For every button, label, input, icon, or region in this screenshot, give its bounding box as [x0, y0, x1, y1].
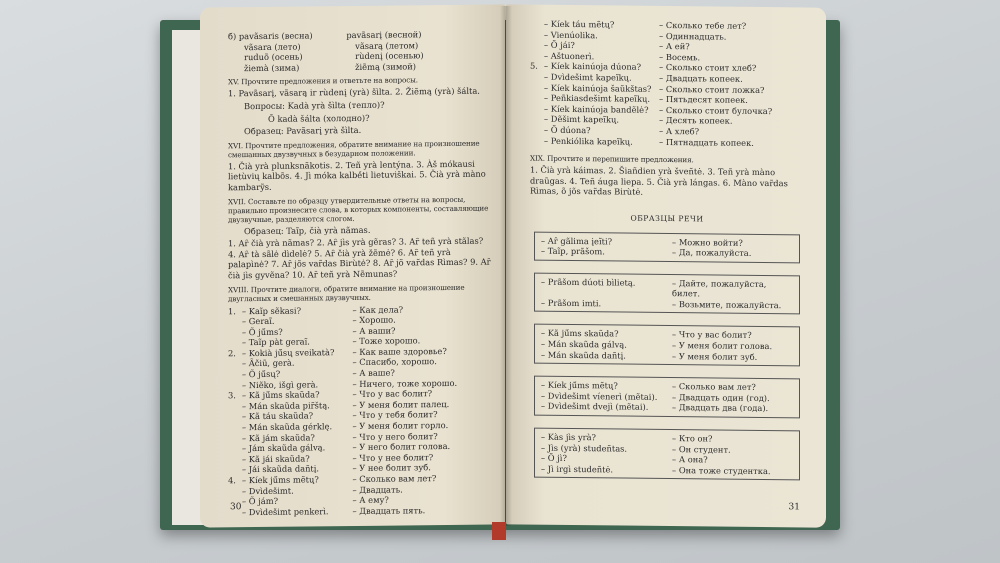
dialogue-line: – Penkiólika kapeĩkų. – Пятнадцать копеек.	[544, 135, 754, 148]
seasons-row: žiemà (зима) žiẽmą (зимой)	[244, 61, 417, 73]
dialogue-line: – Kíek táu mẽtų? – Сколько тебе лет?	[544, 18, 747, 31]
speech-sample-line: – Taĩp, prãšom. – Да, пожалуйста.	[541, 245, 752, 258]
speech-sample-line: – Prãšom dúoti bìlietą. – Дайте, пожалуйста, билет.	[541, 276, 767, 299]
seasons-row: vãsara (лето) vãsarą (летом)	[244, 39, 419, 52]
dialogue-line: – Kã táu skaũda? – Что у тебя болит?	[242, 409, 438, 422]
seasons-row: ruduõ (осень) rùdenį (осенью)	[244, 50, 424, 63]
dialogue-line: – Aštuonerì. – Восемь.	[544, 50, 701, 63]
speech-samples-title: ОБРАЗЦЫ РЕЧИ	[630, 213, 704, 224]
dialogue-line: – Mán skaũda pir̃štą. – У меня болит палец.	[242, 398, 450, 412]
dialogue-line: – Niẽko, išgì gerà. – Ничего, тоже хорошо.	[242, 377, 458, 390]
dialogue-line: – Õ jái? – А ей?	[544, 39, 690, 52]
dialogue-line: – Geraĩ. – Хорошо.	[242, 314, 396, 327]
dialogue-line: 2. – Kokià jū́sų sveikatà? – Как ваше здоровье?	[228, 345, 447, 359]
speech-sample-line: – Mán skaũda gálvą. – У меня болит голова.	[541, 338, 773, 352]
exercise-15-sample: Образец: Pavãsarį yrà šìlta.	[244, 125, 362, 137]
exercise-15-text: 1. Pavãsarį, vãsarą ir rùdenį (yrà) šìlta. 2. Žiẽmą (yrà) šálta.	[228, 86, 480, 99]
dialogue-line: – Dẽšimt kapeĩkų. – Десять копеек.	[544, 114, 733, 127]
speech-sample-line: – Aȓ gãlima įeĩti? – Можно войти?	[541, 235, 743, 248]
exercise-17-sample: Образец: Taĩp, čià yrà nãmas.	[244, 224, 371, 236]
dialogue-line: – Dvìdešimt. – Двадцать.	[242, 484, 403, 496]
speech-sample-box	[534, 324, 800, 367]
exercise-16-text: 1. Čià yrà plunksnãkotis. 2. Teñ yrà lentýna. 3. Àš mókausi lietùvių kalbõs. 4. Jì móka kalbė́ti lietuviškai. 5. Čià yrà màno kambarỹs.	[228, 158, 486, 193]
speech-sample-line: – Kã jū́ms skaũda? – Что у вас болит?	[541, 328, 752, 341]
right-page	[506, 4, 826, 527]
exercise-18-heading: XVIII. Прочтите диалоги, обратите внимание на произношение двугласных и смешанных двузвучных.	[228, 282, 465, 303]
speech-sample-box	[534, 231, 800, 263]
dialogue-line: – Vienúolika. – Одиннадцать.	[544, 29, 727, 42]
exercise-19-heading: XIX. Прочтите и перепишите предложения.	[530, 153, 694, 165]
speech-sample-line: – Prãšom imti. – Возьмите, пожалуйста.	[541, 297, 782, 311]
exercise-15-question: Вопросы: Kadà yrà šìlta (тепло)?	[244, 99, 385, 112]
dialogue-line: – Kã jám skaũda? – Что у него болит?	[242, 430, 438, 443]
dialogue-line: – Taĩp pàt geraĩ. – Тоже хорошо.	[242, 335, 421, 348]
dialogue-line: 5. – Kíek kainúoja dúona? – Сколько стоит хлеб?	[530, 60, 757, 74]
speech-sample-line: – Jì irgì studeñtė. – Она тоже студентка.	[541, 463, 771, 476]
speech-sample-line: – Kàs jìs yrà? – Кто он?	[541, 431, 713, 444]
speech-sample-box	[534, 376, 800, 419]
exercise-19-text: 1. Čià yrà káimas. 2. Šiañdien yrà šveñtė. 3. Teñ yrà màno draũgas. 4. Teñ áuga liepa. 5. Čià yrà lángas. 6. Màno var̃das Rìmas, õ jõs var̃das Birùtė.	[530, 164, 788, 198]
speech-sample-line: – Dvìdešimt dvejì (mẽtai). – Двадцать два (года).	[541, 401, 769, 414]
dialogue-line: – Õ jám? – А ему?	[242, 494, 389, 507]
speech-sample-box	[534, 272, 800, 315]
seasons-list	[228, 29, 491, 74]
dialogue-line: – Õ dúona? – А хлеб?	[544, 124, 700, 137]
dialogue-line: 3. – Kã jū́ms skaũda? – Что у вас болит?	[228, 388, 433, 401]
speech-sample-line: – Kíek jū́ms mẽtų? – Сколько вам лет?	[541, 379, 756, 393]
dialogue-line: 1. – Kaĩp sẽkasi? – Как дела?	[228, 303, 404, 316]
exercise-15-heading: XV. Прочтите предложения и ответьте на вопросы.	[228, 75, 418, 87]
speech-sample-line: – Mán skaũda dañtį. – У меня болит зуб.	[541, 349, 758, 362]
seasons-row: б) pavãsaris (весна) pavãsarį (весной)	[228, 29, 422, 42]
dialogue-list-continued	[530, 19, 804, 149]
exercise-17-heading: XVII. Составьте по образцу утвердительные ответы на вопросы, правильно произнесите слова, в которых компоненты, составляющие двузвучные, разделяются слогом.	[228, 194, 489, 224]
dialogue-line: – Kíek kainúoja šaũkštas? – Сколько стоит ложка?	[544, 82, 765, 95]
dialogue-line: – Jái skaũda dañtį. – У нее болит зуб.	[242, 462, 431, 475]
dialogue-line: – Dvìdešimt penkerì. – Двадцать пять.	[242, 505, 426, 517]
speech-sample-line: – Õ jì? – А она?	[541, 452, 708, 465]
left-page	[200, 4, 505, 527]
dialogue-line: – Peñkiasdešimt kapeĩkų. – Пятьдесят копеек.	[544, 92, 748, 106]
dialogue-line: – Ãčiū, gerà. – Спасибо, хорошо.	[242, 356, 437, 369]
dialogue-list	[228, 303, 491, 518]
bookmark-ribbon	[492, 522, 506, 540]
dialogue-line: – Kã jái skaũda? – Что у нее болит?	[242, 451, 434, 464]
exercise-15-question: Õ kadà šálta (холодно)?	[268, 112, 370, 124]
dialogue-line: – Dvìdešimt kapeĩkų. – Двадцать копеек.	[544, 71, 743, 84]
book-gutter-shadow	[500, 6, 512, 526]
speech-sample-line: – Jìs (yrà) studeñtas. – Он студент.	[541, 442, 731, 455]
exercise-17-text: 1. Aȓ čià yrà nãmas? 2. Aȓ jìs yrà gẽras? 3. Aȓ teñ yrà stãlas? 4. Aȓ tà sãlė dìdelė? 5. Aȓ čià yrà žẽmė? 6. Aȓ teñ yrà palapìnė? 7. Aȓ jõs var̃das Birùtė? 8. Aȓ jõ var̃das Rìmas? 9. Aȓ čià jìs gyvẽna? 10. Aȓ teñ yrà Nẽmunas?	[228, 235, 491, 281]
speech-sample-line: – Dvìdešimt víenerì (mẽtai). – Двадцать один (год).	[541, 390, 770, 403]
page-number-left: 30	[230, 502, 242, 513]
dialogue-line: – Mán skaũda gérklę. – У меня болит горло.	[242, 420, 449, 433]
speech-sample-box	[534, 428, 800, 481]
page-number-right: 31	[788, 502, 800, 513]
dialogue-line: – Jám skaũda gálvą. – У него болит голова.	[242, 441, 451, 454]
dialogue-line: – Õ jū́sų? – А ваше?	[242, 367, 395, 380]
dialogue-line: – Kíek kainúoja bandẽlė? – Сколько стоит булочка?	[544, 103, 773, 116]
dialogue-line: – Õ jū́ms? – А ваши?	[242, 325, 396, 337]
dialogue-line: 4. – Kíek jū́ms mẽtų? – Сколько вам лет?	[228, 473, 437, 486]
exercise-16-heading: XVI. Прочтите предложения, обратите внимание на произношение смешанных двузвучных в безударном положении.	[228, 138, 480, 160]
